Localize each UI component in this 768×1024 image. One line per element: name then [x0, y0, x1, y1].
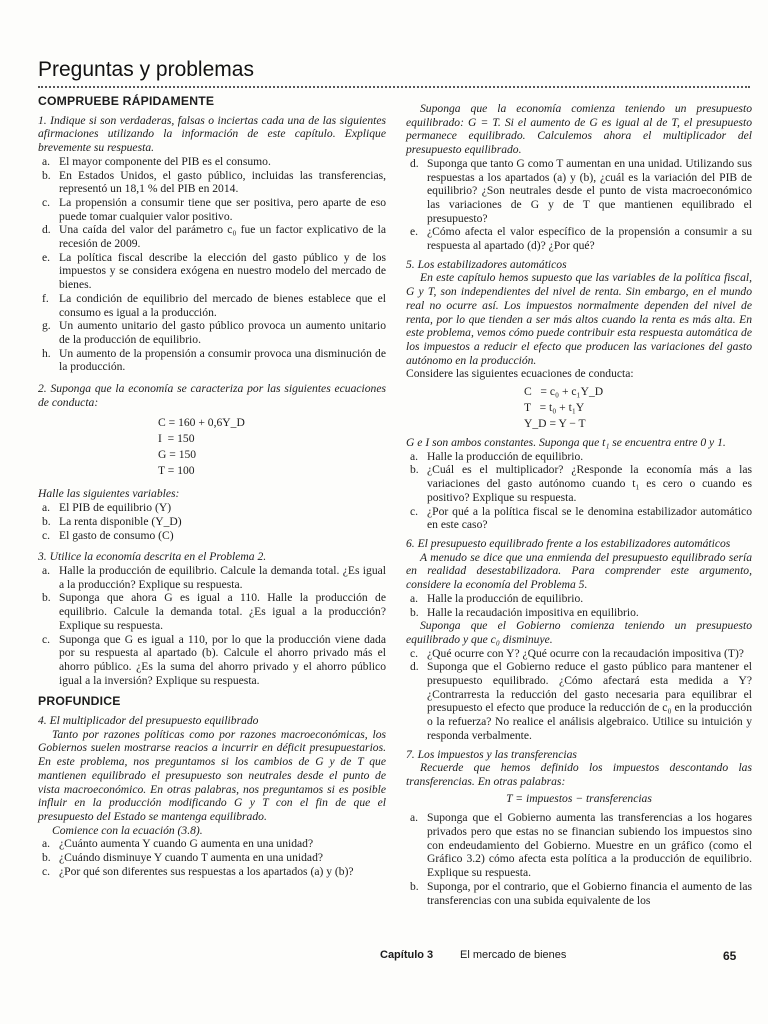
equation: G = 150	[158, 448, 197, 462]
q6-title: 6. El presupuesto equilibrado frente a los estabilizadores automáticos	[406, 536, 731, 550]
right-column	[406, 102, 752, 907]
list-item	[38, 347, 386, 374]
equation: T = t₀ + t₁Y	[524, 401, 585, 415]
list-item	[38, 501, 386, 515]
item-label: f.	[42, 291, 49, 305]
q6-items-a	[406, 592, 752, 619]
item-label: c.	[42, 528, 51, 542]
item-label: b.	[410, 463, 419, 477]
equation: C = 160 + 0,6Y_D	[158, 416, 245, 430]
item-label: b.	[42, 851, 51, 865]
list-item	[38, 196, 386, 223]
question-1	[38, 114, 386, 374]
item-text: La política fiscal describe la elección del gasto público y de los impuestos y se considera exógena en nuestro modelo del mercado de bienes.	[59, 250, 386, 292]
q2-equations	[158, 415, 386, 479]
item-label: b.	[410, 879, 419, 893]
q4-items	[38, 837, 386, 878]
item-label: a.	[42, 563, 51, 577]
item-text: El gasto de consumo (C)	[59, 528, 174, 542]
q6-items-b	[406, 647, 752, 743]
q2-subtitle: Halle las siguientes variables:	[38, 487, 180, 501]
footer-chapter: Capítulo 3	[380, 949, 434, 961]
item-text: La renta disponible (Y_D)	[59, 514, 182, 528]
q7-body: Recuerde que hemos definido los impuestos descontando las transferencias. En otras palabras:	[406, 761, 752, 788]
item-label: d.	[42, 223, 51, 237]
item-text: ¿Cuánto aumenta Y cuando G aumenta en una unidad?	[59, 837, 314, 851]
list-item	[38, 591, 386, 632]
list-item	[406, 225, 752, 252]
equation: T = 100	[158, 464, 195, 478]
q4-body: Tanto por razones políticas como por razones macroeconómicas, los Gobiernos suelen mostrarse reacios a incurrir en déficit presupuestarios. En este problema, nos preguntamos si los cambios de G y de T que mantienen equilibrado el presupuesto son neutrales desde el punto de vista macroeconómico. En otras palabras, nos preguntamos si es posible influir en la producción modificando G y T con el fin de que el presupuesto del Estado se mantenga equilibrado.	[38, 727, 386, 823]
question-5	[406, 258, 752, 532]
list-item	[406, 647, 752, 661]
list-item	[38, 155, 386, 169]
list-item	[406, 463, 752, 504]
list-item	[406, 880, 752, 907]
page-heading: Preguntas y problemas	[38, 58, 254, 81]
dotted-divider	[38, 86, 750, 88]
item-label: c.	[42, 195, 51, 209]
q3-items	[38, 564, 386, 687]
q7-equation: T = impuestos − transferencias	[506, 791, 652, 805]
item-text: ¿Qué ocurre con Y? ¿Qué ocurre con la recaudación impositiva (T)?	[427, 646, 744, 660]
item-text: ¿Cómo afecta el valor específico de la propensión a consumir a su respuesta al apartado (d)? ¿Por qué?	[427, 225, 752, 253]
item-text: Una caída del valor del parámetro c₀ fue un factor explicativo de la recesión de 2009.	[59, 223, 386, 251]
equation: Y_D = Y − T	[524, 417, 586, 431]
page-number: 65	[723, 949, 737, 963]
item-label: h.	[42, 346, 51, 360]
q1-intro: 1. Indique si son verdaderas, falsas o inciertas cada una de las siguientes afirmaciones utilizando la información de este capítulo. Explique brevemente su respuesta.	[38, 113, 386, 155]
item-label: e.	[42, 250, 51, 264]
item-label: a.	[42, 837, 51, 851]
item-label: b.	[42, 168, 51, 182]
q5-consider: Considere las siguientes ecuaciones de conducta:	[406, 367, 634, 381]
item-label: a.	[410, 811, 419, 825]
item-text: Suponga que el Gobierno reduce el gasto público para mantener el presupuesto equilibrado. ¿Cómo afectará esta medida a Y? ¿Contrarresta la reducción del gasto necesaria para equilibrar el presupuesto el efecto que produce la reducción de c₀ en la producción o la refuerza? No realice el análisis algebraico. Utilice su intuición y responda verbalmente.	[427, 660, 752, 742]
item-label: a.	[410, 591, 419, 605]
list-item	[38, 292, 386, 319]
item-label: c.	[42, 864, 51, 878]
list-item	[406, 505, 752, 532]
item-text: Suponga que ahora G es igual a 110. Halle la producción de equilibrio. Calcule la demanda total. ¿Es igual a la producción? Explique su respuesta.	[59, 591, 386, 632]
item-text: El mayor componente del PIB es el consumo.	[59, 154, 271, 168]
question-7	[406, 748, 752, 908]
item-text: Suponga que el Gobierno aumenta las transferencias a los hogares privados pero que estas no se financian subiendo los impuestos sino con endeudamiento del Gobierno. Muestre en un gráfico (como el Gráfico 3.2) cómo afecta esta política a la producción de equilibrio. Explique su respuesta.	[427, 811, 752, 880]
q6-body: A menudo se dice que una enmienda del presupuesto equilibrado sería en realidad desestabilizadora. Para comprender este argumento, considere la economía del Problema 5.	[406, 550, 752, 592]
item-text: El PIB de equilibrio (Y)	[59, 501, 172, 515]
q5-equations	[524, 384, 752, 432]
list-item	[38, 169, 386, 196]
item-label: b.	[42, 591, 51, 605]
question-3	[38, 550, 386, 687]
list-item	[38, 515, 386, 529]
item-text: Halle la producción de equilibrio.	[427, 449, 584, 463]
list-item	[38, 837, 386, 851]
list-item	[406, 592, 752, 606]
list-item	[38, 251, 386, 292]
item-label: d.	[410, 660, 419, 674]
item-text: Un aumento de la propensión a consumir provoca una disminución de la producción.	[59, 346, 386, 374]
equation: I = 150	[158, 432, 195, 446]
equation: C = c₀ + c₁Y_D	[524, 385, 604, 399]
q5-items	[406, 450, 752, 532]
list-item	[406, 660, 752, 742]
question-2	[38, 382, 386, 542]
item-label: a.	[410, 449, 419, 463]
q6-mid: Suponga que el Gobierno comienza teniendo un presupuesto equilibrado y que c₀ disminuye.	[406, 619, 752, 646]
section-profundice: PROFUNDICE	[38, 694, 121, 709]
list-item	[38, 223, 386, 250]
item-label: b.	[410, 605, 419, 619]
q1-items	[38, 155, 386, 374]
item-text: ¿Por qué son diferentes sus respuestas a los apartados (a) y (b)?	[59, 864, 354, 878]
item-text: Halle la producción de equilibrio.	[427, 591, 584, 605]
item-text: Suponga que tanto G como T aumentan en una unidad. Utilizando sus respuestas a los apartados (a) y (b), ¿cuál es la variación del PIB de equilibrio? ¿Son neutrales desde el punto de vista macroeconómico las variaciones de G y de T que mantienen equilibrado el presupuesto?	[427, 156, 752, 225]
q4-continued: Suponga que la economía comienza teniendo un presupuesto equilibrado: G = T. Si el aumento de G es igual al de T, el presupuesto permanece equilibrado. Calculemos ahora el multiplicador del presupuesto equilibrado.	[406, 102, 752, 157]
q4-title: 4. El multiplicador del presupuesto equilibrado	[38, 714, 259, 728]
q7-title: 7. Los impuestos y las transferencias	[406, 747, 577, 761]
item-text: Un aumento unitario del gasto público provoca un aumento unitario de la producción de equilibrio.	[59, 319, 386, 346]
item-label: c.	[410, 504, 419, 518]
q7-items	[406, 811, 752, 907]
list-item	[406, 157, 752, 226]
item-text: ¿Por qué a la política fiscal se le denomina estabilizador automático en este caso?	[427, 504, 752, 532]
section-comprube: COMPRUEBE RÁPIDAMENTE	[38, 94, 215, 108]
item-label: d.	[410, 156, 419, 170]
item-text: ¿Cuál es el multiplicador? ¿Responde la economía más a las variaciones del gasto autónomo cuando t₁ es cero o cuando es positivo? Explique su respuesta.	[427, 463, 752, 504]
footer-title: El mercado de bienes	[460, 949, 567, 961]
item-label: g.	[42, 319, 51, 333]
item-text: La propensión a consumir tiene que ser positiva, pero aparte de eso puede tomar cualquier valor positivo.	[59, 195, 386, 223]
item-text: La condición de equilibrio del mercado de bienes establece que el consumo es igual a la producción.	[59, 291, 386, 319]
question-6	[406, 537, 752, 743]
item-label: c.	[410, 646, 419, 660]
q5-body: En este capítulo hemos supuesto que las variables de la política fiscal, G y T, son independientes del nivel de renta. Sin embargo, en el mundo real no ocurre así. Los impuestos normalmente dependen del nivel de renta, por lo que tienden a ser más altos cuando la renta es más alta. En este problema, vemos cómo puede contribuir esta respuesta automática de los impuestos a reducir el efecto que producen las variaciones del gasto autónomo en la producción.	[406, 271, 752, 367]
q3-intro: 3. Utilice la economía descrita en el Problema 2.	[38, 550, 267, 564]
q2-items	[38, 501, 386, 542]
list-item	[38, 564, 386, 591]
question-4	[38, 714, 386, 878]
left-column	[38, 95, 386, 878]
item-label: e.	[410, 225, 419, 239]
q2-intro: 2. Suponga que la economía se caracteriza por las siguientes ecuaciones de conducta:	[38, 382, 386, 409]
list-item	[38, 319, 386, 346]
item-label: c.	[42, 632, 51, 646]
item-label: b.	[42, 514, 51, 528]
q4-start: Comience con la ecuación (3.8).	[52, 823, 203, 837]
item-label: a.	[42, 154, 51, 168]
item-label: a.	[42, 501, 51, 515]
list-item	[406, 811, 752, 880]
q4-items-continued	[406, 157, 752, 253]
item-text: Suponga, por el contrario, que el Gobierno financia el aumento de las transferencias con una subida equivalente de los	[427, 879, 752, 907]
item-text: ¿Cuándo disminuye Y cuando T aumenta en una unidad?	[59, 851, 324, 865]
list-item	[406, 450, 752, 464]
q5-note: G e I son ambos constantes. Suponga que t₁ se encuentra entre 0 y 1.	[406, 436, 726, 450]
item-text: Halle la recaudación impositiva en equilibrio.	[427, 605, 639, 619]
list-item	[38, 633, 386, 688]
list-item	[38, 865, 386, 879]
list-item	[38, 851, 386, 865]
list-item	[38, 529, 386, 543]
list-item	[406, 606, 752, 620]
item-text: En Estados Unidos, el gasto público, incluidas las transferencias, representó un 18,1 % del PIB en 2014.	[59, 168, 386, 196]
item-text: Suponga que G es igual a 110, por lo que la producción viene dada por su respuesta al apartado (b). Calcule el ahorro privado más el ahorro público. ¿Es la suma del ahorro privado y el ahorro público igual a la inversión? Explique su respuesta.	[59, 632, 386, 687]
q5-title: 5. Los estabilizadores automáticos	[406, 257, 567, 271]
item-text: Halle la producción de equilibrio. Calcule la demanda total. ¿Es igual a la producción? Explique su respuesta.	[59, 563, 386, 591]
